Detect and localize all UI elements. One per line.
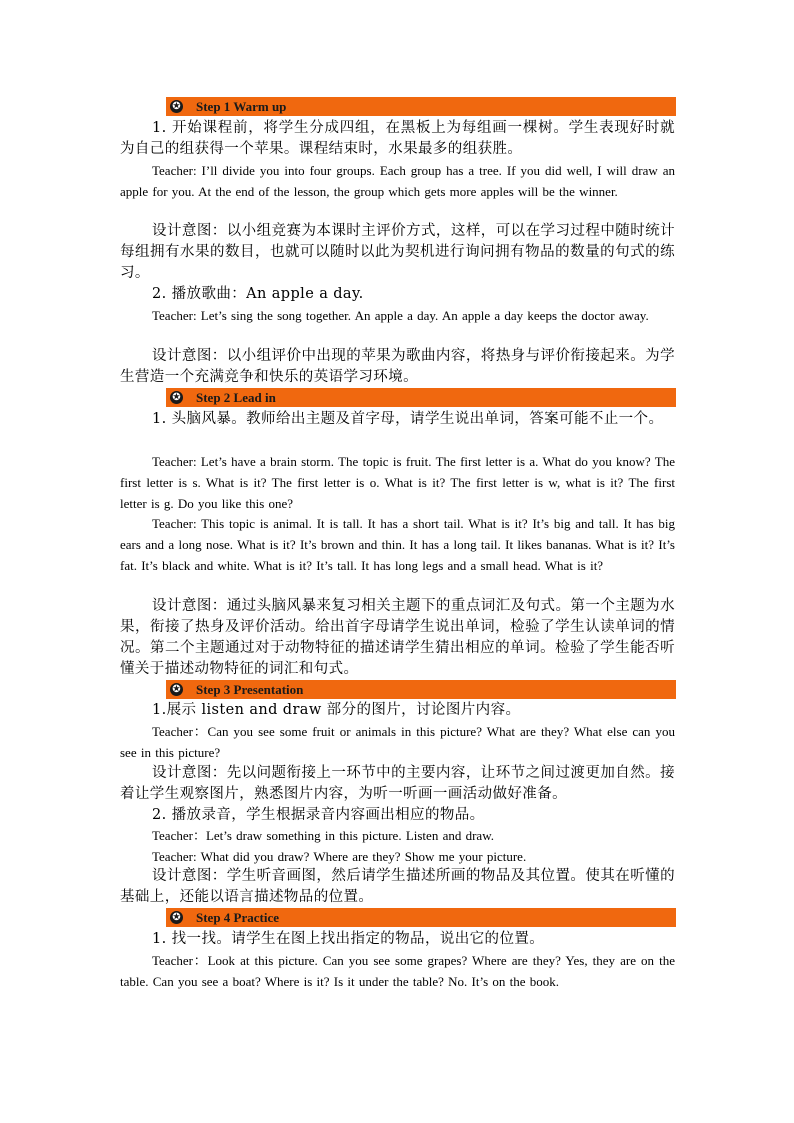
paragraph-cn: 1.展示 listen and draw 部分的图片，讨论图片内容。 [152,702,521,718]
step-title: Step 1 Warm up [196,98,287,114]
design-intent: 设计意图：学生听音画图，然后请学生描述所画的物品及其位置。使其在听懂的基础上，还能以语言描述物品的位置。 [120,868,675,905]
star-bullet-icon: ✪ [170,911,183,924]
paragraph-en: Teacher：Look at this picture. Can you see some grapes? Where are they? Yes, they are on the table. Can you see a boat? Where is it? Is it under the table? No. It’s on the book. [120,953,675,989]
paragraph-cn: 2. 播放歌曲：An apple a day. [152,286,364,302]
star-bullet-icon: ✪ [170,683,183,696]
step-4-header [166,908,676,927]
paragraph-en: Teacher: Let’s have a brain storm. The topic is fruit. The first letter is a. What do you know? The first letter is s. What is it? The first letter is o. What is it? The first letter is w, what is it? The first letter is g. Do you like this one? [120,454,675,511]
step-3-header [166,680,676,699]
step-title: Step 3 Presentation [196,681,304,697]
step-2-header [166,388,676,407]
design-intent: 设计意图：以小组竞赛为本课时主评价方式，这样，可以在学习过程中随时统计每组拥有水果的数目，也就可以随时以此为契机进行询问拥有物品的数量的句式的练习。 [120,223,675,281]
paragraph-cn: 1. 开始课程前，将学生分成四组，在黑板上为每组画一棵树。学生表现好时就为自己的组获得一个苹果。课程结束时，水果最多的组获胜。 [120,120,675,157]
paragraph-en: Teacher: What did you draw? Where are they? Show me your picture. [152,849,527,864]
paragraph-en: Teacher：Can you see some fruit or animals in this picture? What are they? What else can you see in this picture? [120,724,675,760]
design-intent: 设计意图：先以问题衔接上一环节中的主要内容，让环节之间过渡更加自然。接着让学生观察图片，熟悉图片内容，为听一听画一画活动做好准备。 [120,765,675,802]
step-1-header [166,97,676,116]
paragraph-cn: 2. 播放录音，学生根据录音内容画出相应的物品。 [152,807,485,823]
design-intent: 设计意图：通过头脑风暴来复习相关主题下的重点词汇及句式。第一个主题为水果，衔接了热身及评价活动。给出首字母请学生说出单词，检验了学生认读单词的情况。第二个主题通过对于动物特征的描述请学生猜出相应的单词。检验了学生能否听懂关于描述动物特征的词汇和句式。 [120,598,675,677]
step-title: Step 2 Lead in [196,389,276,405]
star-bullet-icon: ✪ [170,100,183,113]
star-bullet-icon: ✪ [170,391,183,404]
paragraph-en: Teacher: This topic is animal. It is tall. It has a short tail. What is it? It’s big and tall. It has big ears and a long nose. What is it? It’s brown and thin. It has a long tail. It likes bananas. What is it? It’s fat. It’s black and white. What is it? It’s tall. It has long legs and a small head. What is it? [120,516,675,573]
paragraph-en: Teacher：Let’s draw something in this picture. Listen and draw. [152,828,494,843]
design-intent: 设计意图：以小组评价中出现的苹果为歌曲内容，将热身与评价衔接起来。为学生营造一个充满竞争和快乐的英语学习环境。 [120,348,675,385]
paragraph-en: Teacher: Let’s sing the song together. An apple a day. An apple a day keeps the doctor away. [152,308,649,323]
paragraph-cn: 1. 找一找。请学生在图上找出指定的物品，说出它的位置。 [152,931,545,947]
paragraph-cn: 1. 头脑风暴。教师给出主题及首字母，请学生说出单词，答案可能不止一个。 [152,411,664,427]
paragraph-en: Teacher: I’ll divide you into four groups. Each group has a tree. If you did well, I will draw an apple for you. At the end of the lesson, the group which gets more apples will be the winner. [120,163,675,199]
step-title: Step 4 Practice [196,909,280,925]
